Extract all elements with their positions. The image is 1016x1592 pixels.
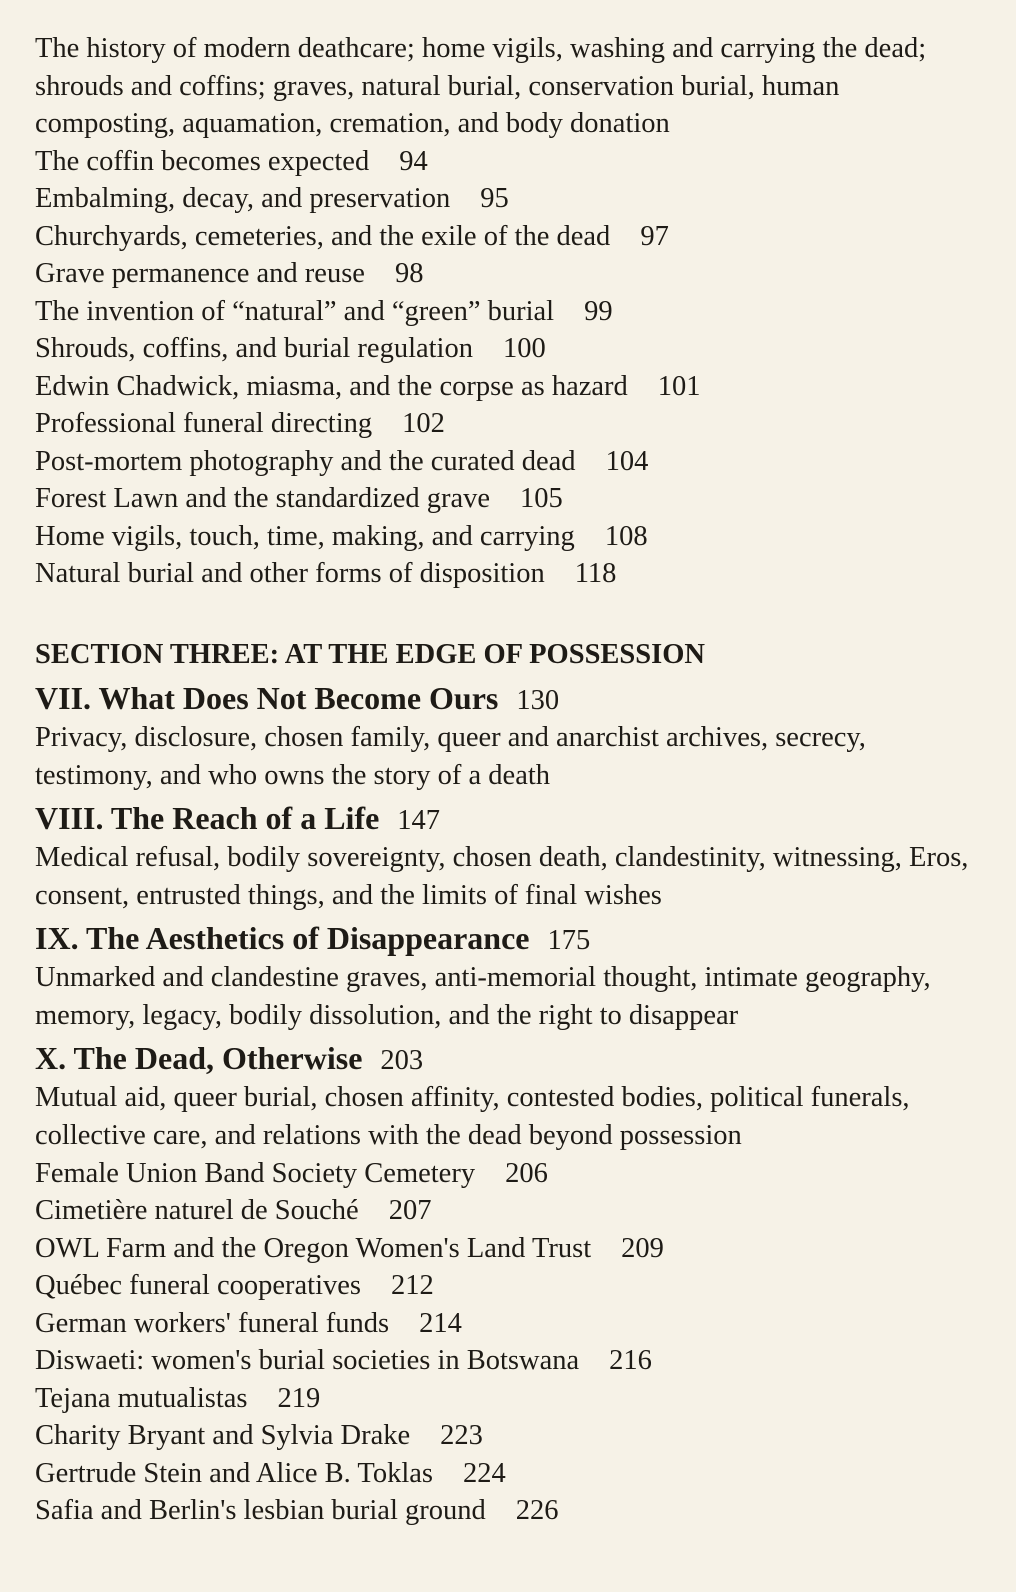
- toc-entry[interactable]: [35, 368, 985, 406]
- chapter-heading[interactable]: [35, 678, 985, 719]
- entry-title: Gertrude Stein and Alice B. Toklas: [35, 1457, 433, 1489]
- entry-title: German workers' funeral funds: [35, 1307, 390, 1339]
- toc-entry[interactable]: [35, 255, 985, 293]
- entry-title: Safia and Berlin's lesbian burial ground: [35, 1495, 486, 1526]
- chapter-page: 203: [380, 1044, 424, 1076]
- entry-page: 100: [502, 333, 546, 364]
- entry-page: 97: [640, 220, 669, 252]
- entry-title: Professional funeral directing: [35, 408, 373, 439]
- entry-page: 102: [402, 408, 445, 439]
- entry-list-part1: [35, 143, 985, 593]
- chapter-page: 130: [516, 684, 560, 716]
- toc-entry[interactable]: [35, 1417, 985, 1455]
- entry-page: 108: [604, 520, 648, 552]
- entry-page: 207: [388, 1195, 432, 1226]
- entry-title: Shrouds, coffins, and burial regulation: [35, 333, 473, 364]
- entry-title: Embalming, decay, and preservation: [35, 183, 451, 214]
- chapter-title: VIII. The Reach of a Life: [35, 799, 380, 836]
- entry-page: 99: [584, 295, 613, 327]
- toc-entry[interactable]: [35, 1380, 985, 1418]
- toc-entry[interactable]: [35, 518, 985, 556]
- entry-page: 224: [462, 1457, 506, 1489]
- toc-entry[interactable]: [35, 1230, 985, 1268]
- entry-title: The invention of “natural” and “green” burial: [35, 295, 555, 327]
- chapter-title: IX. The Aesthetics of Disappearance: [35, 919, 530, 956]
- entry-page: 94: [399, 145, 428, 177]
- section-heading: SECTION THREE: AT THE EDGE OF POSSESSION: [35, 638, 705, 670]
- toc-entry[interactable]: [35, 1192, 985, 1230]
- entry-title: Home vigils, touch, time, making, and carrying: [35, 520, 575, 552]
- toc-entry[interactable]: [35, 480, 985, 518]
- toc-entry[interactable]: [35, 1155, 985, 1193]
- entry-title: The coffin becomes expected: [35, 145, 370, 177]
- toc-entry[interactable]: [35, 1305, 985, 1343]
- chapter-heading[interactable]: [35, 798, 985, 839]
- toc-entry[interactable]: [35, 443, 985, 481]
- toc-entry[interactable]: [35, 405, 985, 443]
- entry-list-part2: [35, 1155, 985, 1530]
- chapter-heading[interactable]: [35, 918, 985, 959]
- table-of-contents: [35, 30, 985, 1530]
- entry-title: Forest Lawn and the standardized grave: [35, 483, 491, 514]
- toc-entry[interactable]: [35, 1342, 985, 1380]
- chapter-heading[interactable]: [35, 1038, 985, 1079]
- chapter-page: 175: [547, 924, 591, 956]
- entry-page: 206: [505, 1157, 548, 1189]
- entry-title: Post-mortem photography and the curated dead: [35, 445, 576, 477]
- section-spacer: [35, 593, 985, 633]
- entry-page: 216: [609, 1345, 652, 1376]
- toc-entry[interactable]: [35, 555, 985, 593]
- chapter-title: X. The Dead, Otherwise: [35, 1039, 363, 1076]
- entry-page: 214: [419, 1307, 462, 1339]
- toc-entry[interactable]: [35, 1455, 985, 1493]
- entry-title: Natural burial and other forms of disposition: [35, 558, 545, 589]
- entry-title: Diswaeti: women's burial societies in Botswana: [35, 1345, 580, 1376]
- toc-entry[interactable]: [35, 218, 985, 256]
- chapter-title: VII. What Does Not Become Ours: [35, 679, 499, 716]
- toc-entry[interactable]: [35, 330, 985, 368]
- entry-title: Tejana mutualistas: [35, 1382, 248, 1414]
- entry-page: 223: [440, 1420, 483, 1451]
- entry-page: 209: [621, 1232, 664, 1264]
- toc-entry[interactable]: [35, 293, 985, 331]
- entry-page: 104: [605, 445, 649, 477]
- entry-title: Edwin Chadwick, miasma, and the corpse as hazard: [35, 370, 628, 402]
- entry-page: 212: [391, 1270, 434, 1301]
- entry-title: Grave permanence and reuse: [35, 258, 365, 289]
- entry-title: Churchyards, cemeteries, and the exile of the dead: [35, 220, 611, 252]
- intro-description: The history of modern deathcare; home vigils, washing and carrying the dead; shrouds and coffins; graves, natural burial, conservation burial, human composting, aquamation, cremation, and body donation: [35, 33, 927, 139]
- chapter-description: Mutual aid, queer burial, chosen affinity, contested bodies, political funerals, collective care, and relations with the dead beyond possession: [35, 1081, 910, 1151]
- entry-title: Cimetière naturel de Souché: [35, 1195, 359, 1226]
- entry-page: 226: [515, 1495, 559, 1526]
- entry-page: 98: [394, 258, 424, 289]
- toc-entry[interactable]: [35, 180, 985, 218]
- chapter-page: 147: [397, 804, 441, 836]
- entry-page: 219: [277, 1382, 321, 1414]
- entry-title: Charity Bryant and Sylvia Drake: [35, 1420, 411, 1451]
- chapter-description: Unmarked and clandestine graves, anti-memorial thought, intimate geography, memory, legacy, bodily dissolution, and the right to disappear: [35, 961, 931, 1031]
- toc-entry[interactable]: [35, 1492, 985, 1530]
- entry-page: 95: [480, 183, 509, 214]
- toc-entry[interactable]: [35, 143, 985, 181]
- entry-page: 118: [574, 558, 617, 589]
- entry-title: OWL Farm and the Oregon Women's Land Trust: [35, 1232, 592, 1264]
- entry-title: Female Union Band Society Cemetery: [35, 1157, 476, 1189]
- chapter-description: Medical refusal, bodily sovereignty, chosen death, clandestinity, witnessing, Eros, consent, entrusted things, and the limits of final wishes: [35, 841, 969, 911]
- toc-entry[interactable]: [35, 1267, 985, 1305]
- entry-page: 101: [657, 370, 701, 402]
- entry-page: 105: [520, 483, 563, 514]
- chapter-description: Privacy, disclosure, chosen family, queer and anarchist archives, secrecy, testimony, and who owns the story of a death: [35, 721, 866, 791]
- entry-title: Québec funeral cooperatives: [35, 1270, 361, 1301]
